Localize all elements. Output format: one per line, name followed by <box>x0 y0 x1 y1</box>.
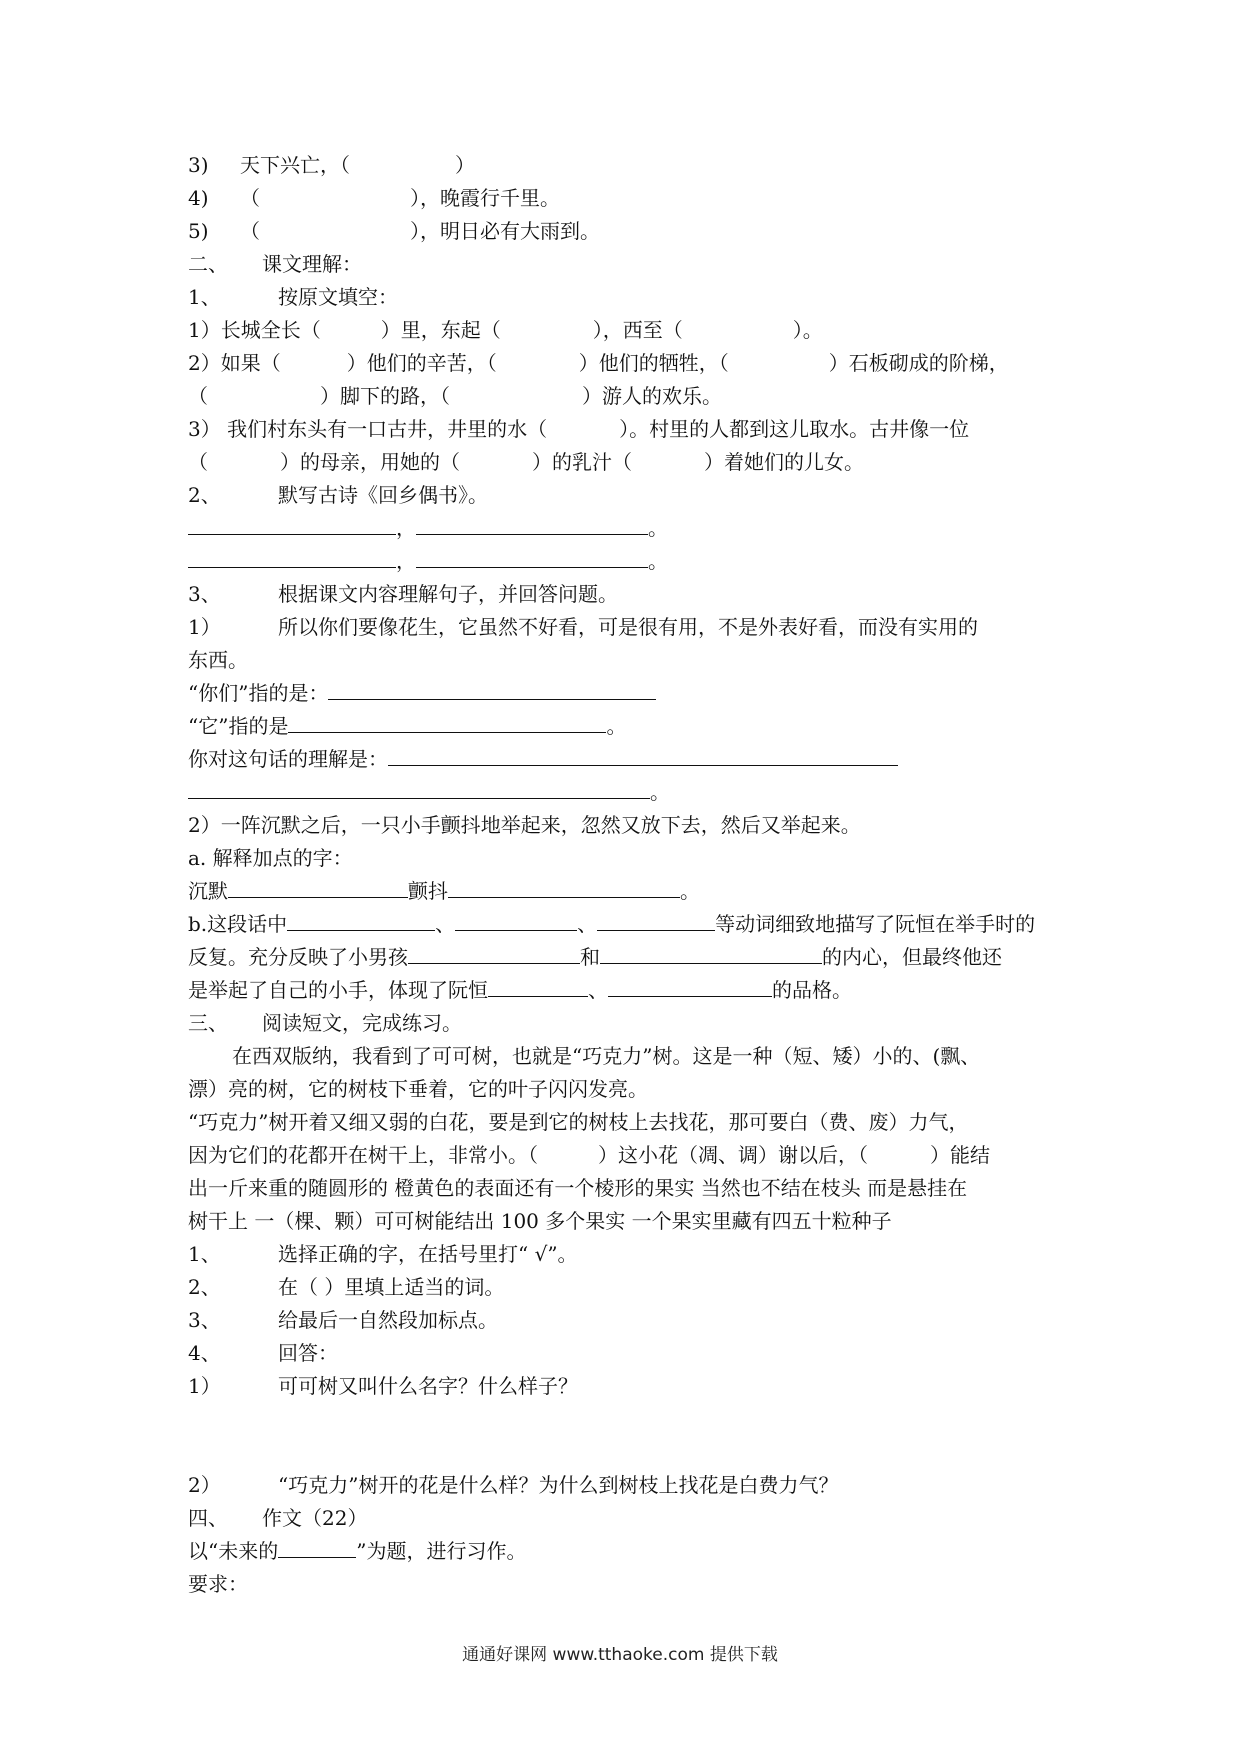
character-line: 是举起了自己的小手，体现了阮恒 、 的品格。 <box>188 978 852 1002</box>
s3-q1: 1、 选择正确的字，在括号里打“ √”。 <box>188 1242 578 1266</box>
fill-line-steps-1: 2）如果（ ）他们的辛苦，（ ）他们的牺牲，（ ）石板砌成的阶梯， <box>188 351 1009 375</box>
poem-line-2: ， 。 <box>188 548 668 574</box>
poem-line-1: ， 。 <box>188 515 668 541</box>
idiom-line-5: 5) （ ），明日必有大雨到。 <box>188 219 600 243</box>
page-footer: 通通好课网 www.tthaoke.com 提供下载 <box>462 1645 778 1665</box>
s3-q4: 4、 回答： <box>188 1341 338 1365</box>
character-blank-2[interactable] <box>608 978 772 997</box>
poem-blank-4[interactable] <box>416 549 648 568</box>
answer-ta: “它”指的是 。 <box>188 714 627 738</box>
hand-sentence: 2）一阵沉默之后，一只小手颤抖地举起来，忽然又放下去，然后又举起来。 <box>188 813 861 837</box>
passage-line-5: 出一斤来重的随圆形的 橙黄色的表面还有一个棱形的果实 当然也不结在枝头 而是悬挂在 <box>188 1176 968 1200</box>
poem-blank-1[interactable] <box>188 516 396 535</box>
passage-line-1: 在西双版纳，我看到了可可树，也就是“巧克力”树。这是一种（短、矮）小的、(飘、 <box>232 1044 981 1068</box>
essay-prompt: 以“未来的 ”为题，进行习作。 <box>188 1539 527 1563</box>
answer-blank-nimen[interactable] <box>328 681 656 700</box>
s3-q3: 3、 给最后一自然段加标点。 <box>188 1308 498 1332</box>
verbs-line: b.这段话中 、 、 等动词细致地描写了阮恒在举手时的 <box>188 912 1036 936</box>
idiom-line-3: 3) 天下兴亡，（ ） <box>188 153 475 177</box>
verb-blank-3[interactable] <box>597 912 715 931</box>
explain-words-title: a. 解释加点的字： <box>188 846 353 870</box>
peanut-sentence-end: 东西。 <box>188 648 248 672</box>
heart-line: 反复。充分反映了小男孩 和 的内心，但最终他还 <box>188 945 1002 969</box>
heart-blank-1[interactable] <box>408 945 580 964</box>
fill-line-steps-2: （ ）脚下的路，（ ）游人的欢乐。 <box>188 384 722 408</box>
fill-line-well-2: （ ）的母亲，用她的（ ）的乳汁（ ）着她们的儿女。 <box>188 450 864 474</box>
answer-understanding-2: 。 <box>188 779 670 805</box>
peanut-sentence: 1） 所以你们要像花生，它虽然不好看，可是很有用，不是外表好看，而没有实用的 <box>188 615 978 639</box>
section-3-heading: 三、 阅读短文，完成练习。 <box>188 1011 462 1035</box>
s2-q2-title: 2、 默写古诗《回乡偶书》。 <box>188 483 488 507</box>
s3-q4-a: 1） 可可树又叫什么名字？什么样子？ <box>188 1374 578 1398</box>
s3-q4-b: 2） “巧克力”树开的花是什么样？为什么到树枝上找花是白费力气？ <box>188 1473 839 1497</box>
poem-blank-3[interactable] <box>188 549 396 568</box>
s2-q3-title: 3、 根据课文内容理解句子，并回答问题。 <box>188 582 618 606</box>
fill-line-great-wall: 1）长城全长（ ）里，东起（ ），西至（ ）。 <box>188 318 823 342</box>
s3-q2: 2、 在（ ）里填上适当的词。 <box>188 1275 505 1299</box>
explain-blank-chandou[interactable] <box>448 879 680 898</box>
passage-line-3: “巧克力”树开着又细又弱的白花，要是到它的树枝上去找花，那可要白（费、废）力气， <box>188 1110 969 1134</box>
passage-line-6: 树干上 一（棵、颗）可可树能结出 100 多个果实 一个果实里藏有四五十粒种子 <box>188 1209 892 1233</box>
verb-blank-1[interactable] <box>287 912 435 931</box>
heart-blank-2[interactable] <box>600 945 822 964</box>
s2-q1-title: 1、 按原文填空： <box>188 285 398 309</box>
answer-blank-ta[interactable] <box>288 714 606 733</box>
section-2-heading: 二、 课文理解： <box>188 252 362 276</box>
answer-understanding: 你对这句话的理解是： <box>188 746 898 772</box>
essay-requirements: 要求： <box>188 1572 248 1596</box>
poem-blank-2[interactable] <box>416 516 648 535</box>
answer-nimen: “你们”指的是： <box>188 680 656 706</box>
section-4-heading: 四、 作文（22） <box>188 1506 368 1530</box>
passage-line-2: 漂）亮的树，它的树枝下垂着，它的叶子闪闪发亮。 <box>188 1077 648 1101</box>
answer-blank-understanding-2[interactable] <box>188 780 650 799</box>
essay-title-blank[interactable] <box>278 1539 356 1558</box>
verb-blank-2[interactable] <box>455 912 577 931</box>
explain-blank-chenmo[interactable] <box>228 879 408 898</box>
idiom-line-4: 4) （ ），晚霞行千里。 <box>188 186 560 210</box>
passage-line-4: 因为它们的花都开在树干上，非常小。（ ）这小花（凋、调）谢以后，（ ）能结 <box>188 1143 990 1167</box>
answer-blank-understanding-1[interactable] <box>388 747 898 766</box>
fill-line-well-1: 3） 我们村东头有一口古井，井里的水（ ）。村里的人都到这儿取水。古井像一位 <box>188 417 970 441</box>
explain-words: 沉默 颤抖 。 <box>188 879 700 903</box>
character-blank-1[interactable] <box>488 978 588 997</box>
